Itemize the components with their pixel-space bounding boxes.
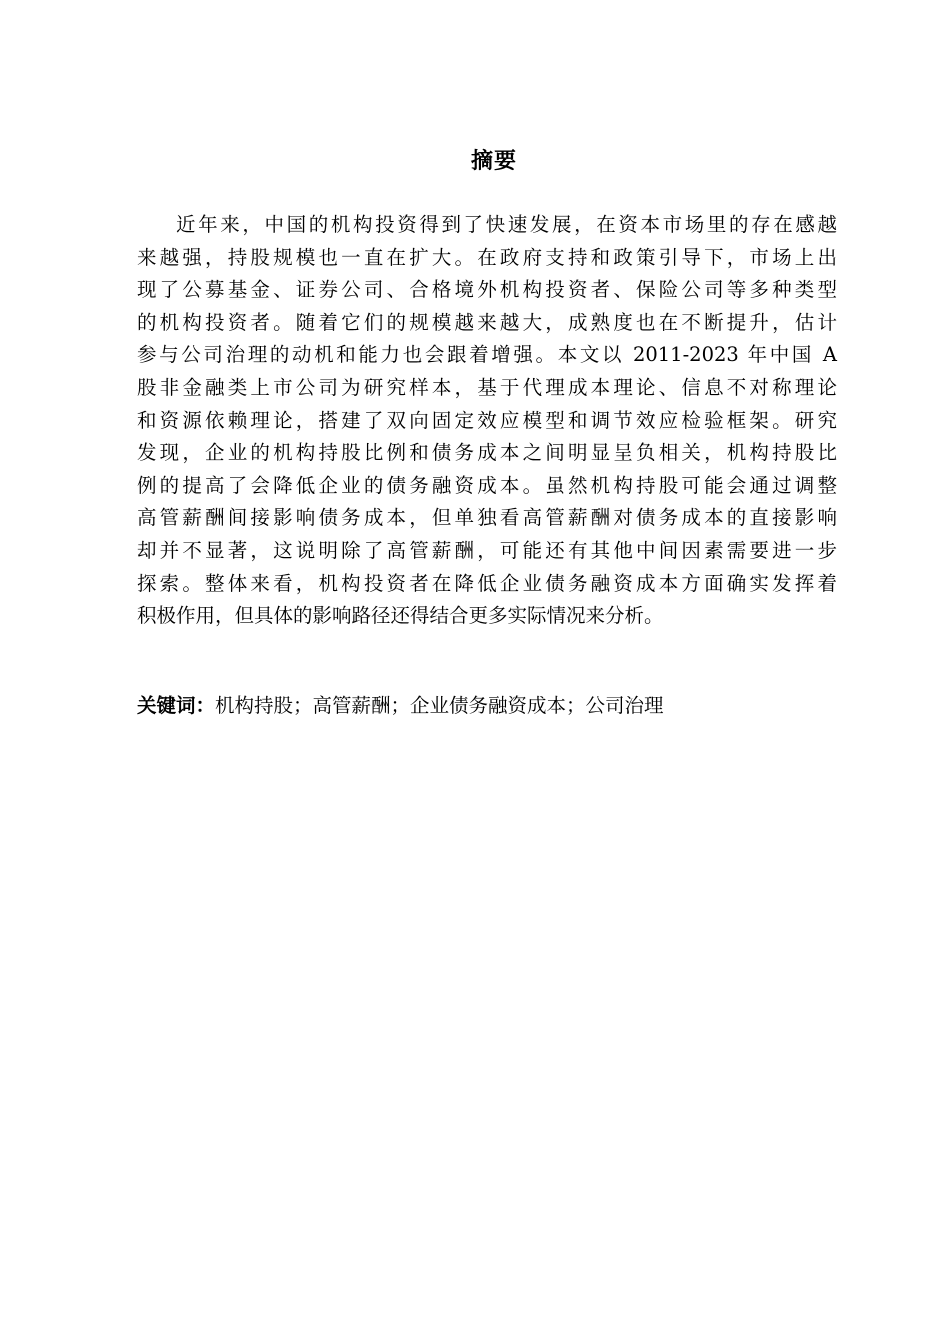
abstract-line: 的机构投资者。随着它们的规模越来越大，成熟度也在不断提升，估计 (137, 310, 837, 334)
abstract-title: 摘要 (470, 149, 517, 174)
abstract-line: 积极作用，但具体的影响路径还得结合更多实际情况来分析。 (137, 604, 664, 628)
keywords-line (137, 690, 837, 722)
abstract-line: 股非金融类上市公司为研究样本，基于代理成本理论、信息不对称理论 (137, 375, 837, 399)
abstract-line: 参与公司治理的动机和能力也会跟着增强。本文以 2011-2023 年中国 A (137, 343, 837, 367)
abstract-line: 高管薪酬间接影响债务成本，但单独看高管薪酬对债务成本的直接影响 (137, 506, 837, 530)
abstract-line: 却并不显著，这说明除了高管薪酬，可能还有其他中间因素需要进一步 (137, 538, 837, 562)
abstract-line: 和资源依赖理论，搭建了双向固定效应模型和调节效应检验框架。研究 (137, 408, 837, 432)
abstract-line: 探索。整体来看，机构投资者在降低企业债务融资成本方面确实发挥着 (137, 571, 837, 595)
abstract-line: 现了公募基金、证券公司、合格境外机构投资者、保险公司等多种类型 (137, 278, 837, 302)
keywords-text: 机构持股；高管薪酬；企业债务融资成本；公司治理 (215, 694, 664, 717)
abstract-line: 例的提高了会降低企业的债务融资成本。虽然机构持股可能会通过调整 (137, 473, 837, 497)
abstract-body (137, 209, 837, 633)
abstract-line: 来越强，持股规模也一直在扩大。在政府支持和政策引导下，市场上出 (137, 245, 837, 269)
abstract-line: 发现，企业的机构持股比例和债务成本之间明显呈负相关，机构持股比 (137, 441, 837, 465)
keywords-label: 关键词： (137, 694, 216, 717)
abstract-line: 近年来，中国的机构投资得到了快速发展，在资本市场里的存在感越 (176, 213, 837, 236)
